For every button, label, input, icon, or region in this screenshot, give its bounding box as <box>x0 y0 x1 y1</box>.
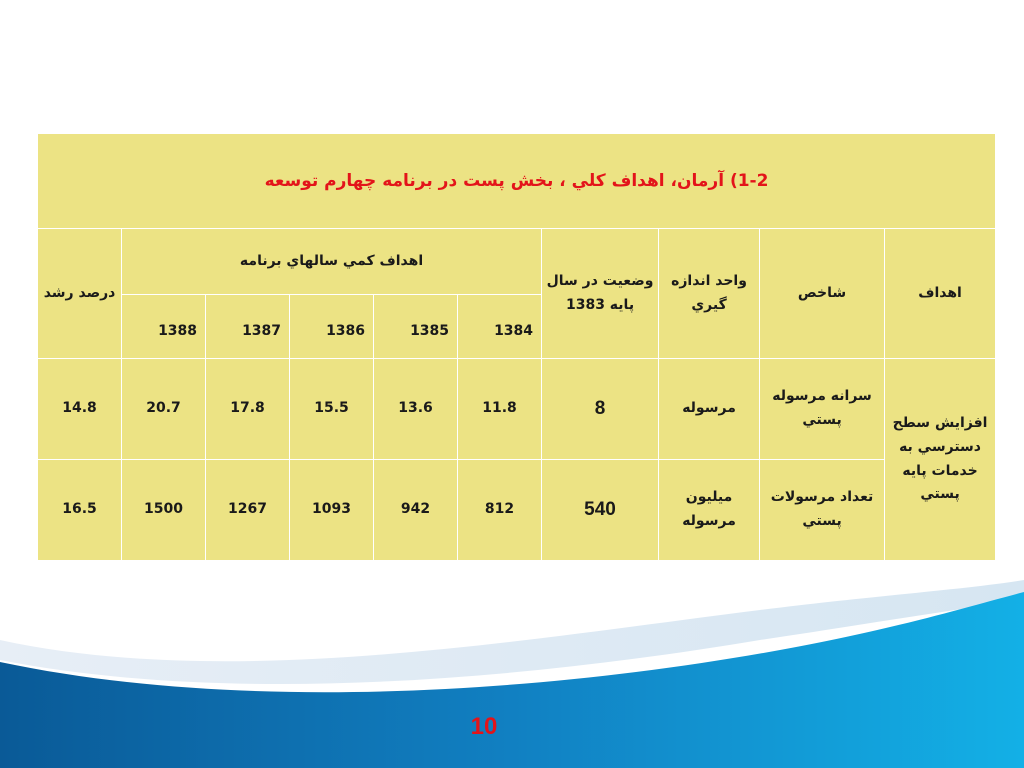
goal-cell: افزايش سطح دسترسي به خدمات پايه پستي <box>885 359 996 561</box>
base-value-cell: 8 <box>542 359 659 460</box>
table-title: 1-2) آرمان، اهداف كلي ، بخش پست در برنامه چهارم توسعه <box>38 134 996 229</box>
value-1385: 13.6 <box>374 359 458 460</box>
table-row <box>38 359 996 460</box>
value-1384: 11.8 <box>458 359 542 460</box>
value-1387: 17.8 <box>206 359 290 460</box>
header-quantitative-goals: اهداف كمي سالهاي برنامه <box>122 229 542 295</box>
table-row <box>38 460 996 561</box>
value-1386: 15.5 <box>290 359 374 460</box>
year-1388: 1388 <box>122 295 206 359</box>
value-1388: 20.7 <box>122 359 206 460</box>
header-goals: اهداف <box>885 229 996 359</box>
year-1386: 1386 <box>290 295 374 359</box>
value-1386: 1093 <box>290 460 374 561</box>
value-1385: 942 <box>374 460 458 561</box>
header-indicator: شاخص <box>760 229 885 359</box>
value-1387: 1267 <box>206 460 290 561</box>
indicator-cell: سرانه مرسوله پستي <box>760 359 885 460</box>
value-1384: 812 <box>458 460 542 561</box>
year-1384: 1384 <box>458 295 542 359</box>
unit-cell: ميليون مرسوله <box>659 460 760 561</box>
unit-cell: مرسوله <box>659 359 760 460</box>
goals-table <box>37 133 996 561</box>
growth-cell: 16.5 <box>38 460 122 561</box>
growth-cell: 14.8 <box>38 359 122 460</box>
indicator-cell: تعداد مرسولات پستي <box>760 460 885 561</box>
page-number: 10 <box>470 713 498 740</box>
header-growth: درصد رشد <box>38 229 122 359</box>
header-unit: واحد اندازه گيري <box>659 229 760 359</box>
year-1385: 1385 <box>374 295 458 359</box>
header-base-status: وضعيت در سال پايه 1383 <box>542 229 659 359</box>
value-1388: 1500 <box>122 460 206 561</box>
base-value-cell: 540 <box>542 460 659 561</box>
year-1387: 1387 <box>206 295 290 359</box>
